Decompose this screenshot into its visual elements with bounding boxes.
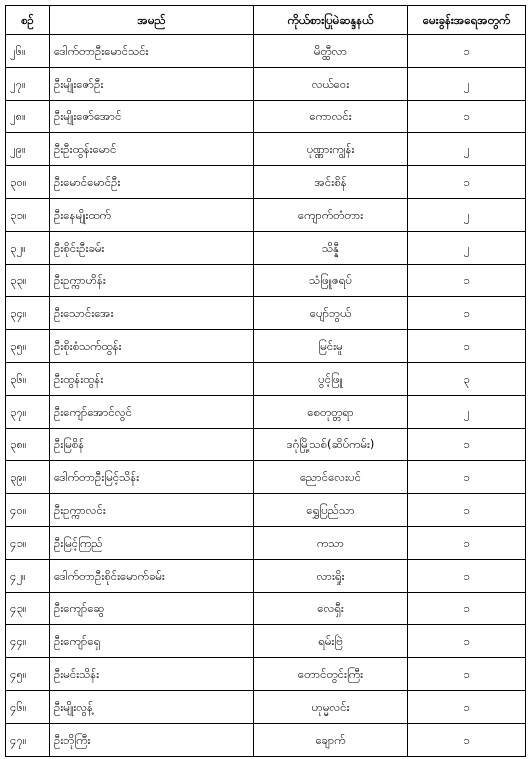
question-count: ၂ [408, 67, 526, 100]
question-count: ၁ [408, 264, 526, 297]
row-number: ၄၁။ [6, 526, 50, 559]
constituency-name: ရွှေပြည်သာ [254, 494, 408, 527]
questions-table [5, 5, 526, 757]
row-number: ၃၁။ [6, 198, 50, 231]
member-name: ဦးကျော်ဆွေ [50, 592, 254, 625]
constituency-name: လေရှီး [254, 592, 408, 625]
question-count: ၁ [408, 559, 526, 592]
header-row [6, 6, 526, 35]
row-number: ၄၄။ [6, 625, 50, 658]
constituency-name: ကျောက်တံတား [254, 198, 408, 231]
table-row [6, 526, 526, 559]
table-row [6, 35, 526, 68]
member-name: ဦးစိုးစံသက်ထွန်း [50, 330, 254, 363]
table-row [6, 133, 526, 166]
question-count: ၁ [408, 166, 526, 199]
member-name: ဦးဦးထွန်းမောင် [50, 133, 254, 166]
row-number: ၄၂။ [6, 559, 50, 592]
table-row [6, 658, 526, 691]
member-name: ဦးမျိုးဇော်ဦး [50, 67, 254, 100]
header-seats: မေးခွန်းအရေအတွက် [408, 6, 526, 35]
member-name: ဦးမျိုးဇော်အောင် [50, 100, 254, 133]
member-name: ဒေါက်တာဦးမြင့်သိန်း [50, 461, 254, 494]
table-row [6, 362, 526, 395]
row-number: ၄၃။ [6, 592, 50, 625]
member-name: ဦးကျော်ရှေ [50, 625, 254, 658]
question-count: ၂ [408, 198, 526, 231]
constituency-name: မြင်းမူ [254, 330, 408, 363]
constituency-name: ဒဂုံမြို့သစ်(ဆိပ်ကမ်း) [254, 428, 408, 461]
table-row [6, 67, 526, 100]
table-row [6, 592, 526, 625]
question-count: ၁ [408, 723, 526, 756]
member-name: ဦးမောင်မောင်ဦး [50, 166, 254, 199]
constituency-name: ရမ်းဗြဲ [254, 625, 408, 658]
table-row [6, 428, 526, 461]
row-number: ၃၃။ [6, 264, 50, 297]
constituency-name: ပျော်ဘွယ် [254, 297, 408, 330]
header-constituency: ကိုယ်စားပြုမဲဆန္ဒနယ် [254, 6, 408, 35]
row-number: ၃၈။ [6, 428, 50, 461]
member-name: ဦးဥက္ကာလင်း [50, 494, 254, 527]
constituency-name: ပွင့်ဖြူ [254, 362, 408, 395]
constituency-name: လားရှိုး [254, 559, 408, 592]
row-number: ၃၇။ [6, 395, 50, 428]
member-name: ဦးနေမျိုးထက် [50, 198, 254, 231]
table-row [6, 166, 526, 199]
member-name: ဦးကျော်အောင်လွင် [50, 395, 254, 428]
member-name: ဒေါက်တာဦးမောင်သင်း [50, 35, 254, 68]
constituency-name: ဟုမ္မလင်း [254, 690, 408, 723]
row-number: ၃၆။ [6, 362, 50, 395]
constituency-name: သိန္နီ [254, 231, 408, 264]
question-count: ၁ [408, 494, 526, 527]
member-name: ဦးဘိုကြီး [50, 723, 254, 756]
question-count: ၂ [408, 395, 526, 428]
question-count: ၁ [408, 100, 526, 133]
header-no: စဉ် [6, 6, 50, 35]
table-row [6, 690, 526, 723]
question-count: ၁ [408, 592, 526, 625]
constituency-name: လယ်ဝေး [254, 67, 408, 100]
row-number: ၂၆။ [6, 35, 50, 68]
question-count: ၁ [408, 428, 526, 461]
member-name: ဦးထွန်းထွန်း [50, 362, 254, 395]
row-number: ၂၉။ [6, 133, 50, 166]
question-count: ၁ [408, 35, 526, 68]
table-row [6, 461, 526, 494]
row-number: ၃၄။ [6, 297, 50, 330]
constituency-name: အင်းစိန် [254, 166, 408, 199]
table-row [6, 330, 526, 363]
document-page [5, 5, 525, 757]
header-name: အမည် [50, 6, 254, 35]
member-name: ဦးဥက္ကာဟိန်း [50, 264, 254, 297]
row-number: ၃၉။ [6, 461, 50, 494]
constituency-name: စေတုတ္တရာ [254, 395, 408, 428]
question-count: ၃ [408, 362, 526, 395]
member-name: ဦးမြင့်ကြည် [50, 526, 254, 559]
question-count: ၁ [408, 658, 526, 691]
constituency-name: ပုဏ္ဏားကျွန်း [254, 133, 408, 166]
question-count: ၂ [408, 133, 526, 166]
member-name: ဦးမျိုးလွန့် [50, 690, 254, 723]
question-count: ၂ [408, 231, 526, 264]
constituency-name: ချောက် [254, 723, 408, 756]
member-name: ဒေါက်တာဦးစိုင်းမောက်ခမ်း [50, 559, 254, 592]
constituency-name: ကသာ [254, 526, 408, 559]
constituency-name: သံဖြူဇရပ် [254, 264, 408, 297]
question-count: ၁ [408, 461, 526, 494]
member-name: ဦးစိုင်းဦးခမ်း [50, 231, 254, 264]
constituency-name: ညောင်လေးပင် [254, 461, 408, 494]
row-number: ၂၇။ [6, 67, 50, 100]
question-count: ၁ [408, 330, 526, 363]
constituency-name: တောင်တွင်းကြီး [254, 658, 408, 691]
question-count: ၁ [408, 690, 526, 723]
table-row [6, 494, 526, 527]
table-row [6, 100, 526, 133]
row-number: ၄၀။ [6, 494, 50, 527]
table-row [6, 559, 526, 592]
table-row [6, 625, 526, 658]
member-name: ဦးသောင်းအေး [50, 297, 254, 330]
row-number: ၄၅။ [6, 658, 50, 691]
row-number: ၃၂။ [6, 231, 50, 264]
table-row [6, 231, 526, 264]
question-count: ၁ [408, 625, 526, 658]
row-number: ၃၀။ [6, 166, 50, 199]
table-row [6, 297, 526, 330]
table-body [6, 35, 526, 757]
table-header [6, 6, 526, 35]
question-count: ၁ [408, 526, 526, 559]
table-row [6, 264, 526, 297]
table-row [6, 198, 526, 231]
row-number: ၄၆။ [6, 690, 50, 723]
table-row [6, 723, 526, 756]
constituency-name: ကောလင်း [254, 100, 408, 133]
question-count: ၁ [408, 297, 526, 330]
row-number: ၂၈။ [6, 100, 50, 133]
member-name: ဦးမြစိန် [50, 428, 254, 461]
row-number: ၃၅။ [6, 330, 50, 363]
row-number: ၄၇။ [6, 723, 50, 756]
constituency-name: မိတ္ထီလာ [254, 35, 408, 68]
member-name: ဦးမင်းသိန်း [50, 658, 254, 691]
table-row [6, 395, 526, 428]
